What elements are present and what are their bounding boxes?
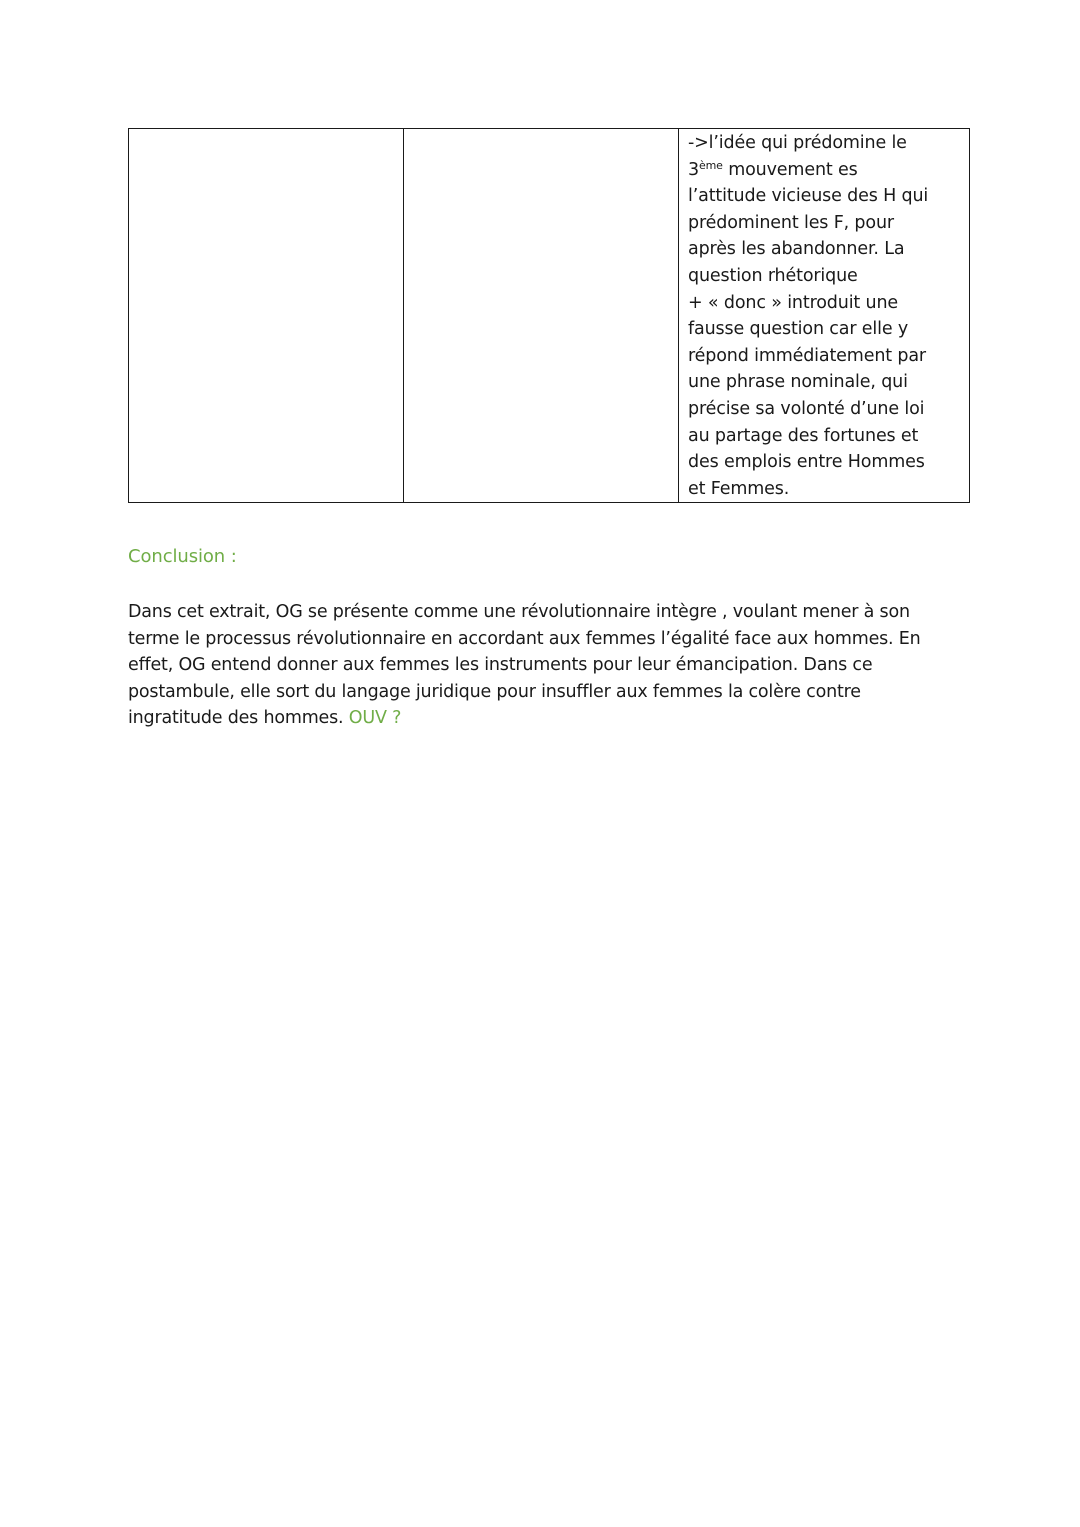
table-cell-col3 — [679, 129, 970, 503]
paragraph-line — [128, 705, 958, 732]
cell-text-line: question rhétorique — [688, 265, 858, 286]
ouverture-label: OUV ? — [348, 708, 402, 729]
cell-text-line: au partage des fortunes et — [688, 425, 919, 446]
ordinal-number: 3 — [688, 159, 699, 180]
table-row — [129, 129, 970, 503]
cell-text-line: prédominent les F, pour — [688, 212, 894, 233]
conclusion-paragraph — [128, 599, 958, 732]
cell-text-line: et Femmes. — [688, 478, 790, 499]
paragraph-fragment: ingratitude des hommes. — [128, 708, 344, 729]
cell-text-line: l’attitude vicieuse des H qui — [688, 186, 929, 207]
cell-text-fragment: mouvement es — [722, 159, 858, 180]
cell-text-line: fausse question car elle y — [688, 319, 909, 340]
cell-text-line: précise sa volonté d’une loi — [688, 398, 925, 419]
paragraph-line: terme le processus révolutionnaire en accordant aux femmes l’égalité face aux hommes. En — [128, 628, 921, 649]
table-cell-col1 — [129, 129, 404, 503]
paragraph-line: postambule, elle sort du langage juridique pour insuffler aux femmes la colère contre — [128, 681, 861, 702]
cell-text-line: répond immédiatement par — [688, 345, 926, 366]
analysis-table — [128, 128, 970, 503]
cell-text-line: après les abandonner. La — [688, 239, 905, 260]
cell-text-line: ->l’idée qui prédomine le — [688, 133, 907, 153]
cell-text-line — [688, 157, 961, 184]
paragraph-line: effet, OG entend donner aux femmes les instruments pour leur émancipation. Dans ce — [128, 655, 873, 676]
paragraph-line: Dans cet extrait, OG se présente comme une révolutionnaire intègre , voulant mener à son — [128, 602, 910, 622]
cell-text-line: une phrase nominale, qui — [688, 372, 908, 393]
ordinal-superscript: ème — [698, 158, 723, 172]
cell-text-line: + « donc » introduit une — [688, 292, 899, 313]
conclusion-heading: Conclusion : — [128, 546, 237, 567]
cell-text-line: des emplois entre Hommes — [688, 452, 925, 473]
table-cell-col2 — [404, 129, 679, 503]
